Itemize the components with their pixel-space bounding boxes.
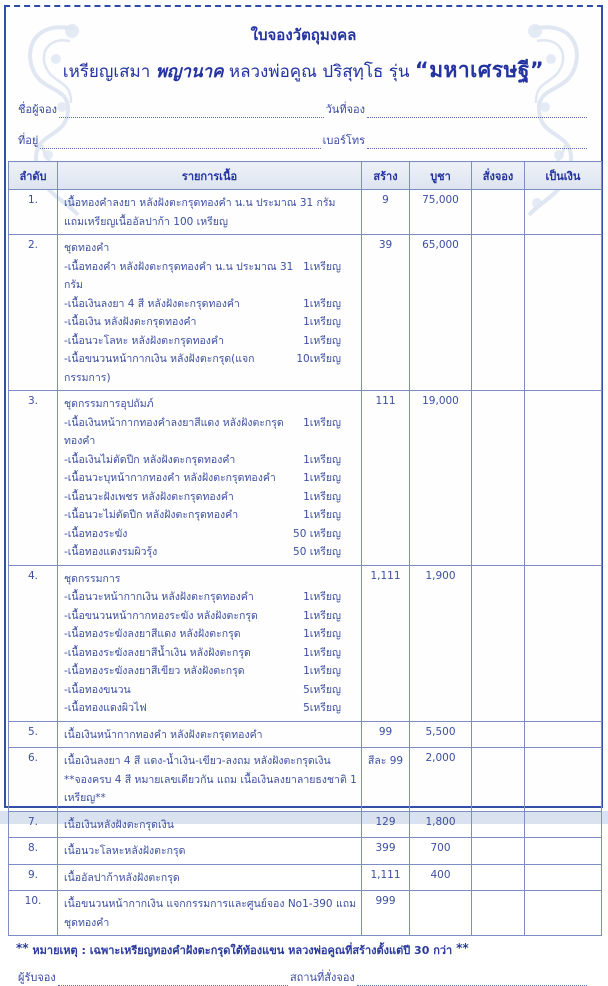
- receiver-label: ผู้รับจอง: [18, 971, 56, 984]
- quantity-text: 1เหรียญ: [303, 509, 341, 521]
- row-order-cell: [472, 864, 525, 891]
- row-amount-cell: [525, 235, 602, 391]
- description-line: [64, 332, 357, 351]
- description-line: [64, 842, 357, 861]
- description-line: [64, 395, 357, 414]
- description-line: [64, 570, 357, 589]
- form-title: ใบจองวัตถุมงคล: [250, 26, 357, 44]
- row-made-cell: 999: [362, 891, 410, 936]
- row-order-cell: [472, 748, 525, 812]
- order-table: [8, 161, 602, 936]
- description-line: [64, 414, 357, 451]
- address-label: ที่อยู่: [18, 134, 39, 147]
- row-amount-cell: [525, 864, 602, 891]
- description-text: ชุดกรรมการ: [64, 572, 121, 585]
- row-index-cell: 7.: [9, 811, 58, 838]
- description-line: [64, 662, 357, 681]
- row-index-cell: 2.: [9, 235, 58, 391]
- row-index-cell: 5.: [9, 721, 58, 748]
- order-table-body: [9, 190, 602, 936]
- row-made-cell: 99: [362, 721, 410, 748]
- description-text: **จองครบ 4 สี หมายเลขเดียวกัน แถม เนื้อเงินลงยาลายธงชาติ 1 เหรียญ**: [64, 773, 357, 804]
- description-line: [64, 525, 357, 544]
- table-row: [9, 748, 602, 812]
- row-description-cell: [58, 565, 362, 721]
- row-amount-cell: [525, 190, 602, 235]
- description-line: [64, 644, 357, 663]
- row-made-cell: 9: [362, 190, 410, 235]
- name-date-line: [6, 100, 601, 118]
- row-price-cell: 1,800: [410, 811, 472, 838]
- quantity-text: 1เหรียญ: [303, 472, 341, 484]
- description-text: เนื้อเงินหลังฝังตะกรุดเงิน: [64, 818, 174, 831]
- quantity-text: 1เหรียญ: [303, 297, 341, 310]
- description-text: เนื้อเงินลงยา 4 สี แดง-น้ำเงิน-เขียว-ลงถม หลังฝังตะกรุดเงิน: [64, 755, 331, 767]
- description-text: เนื้อขนวนหน้ากากเงิน แจกกรรมการและศูนย์จอง No1-390 แถมชุดทองคำ: [64, 898, 357, 929]
- description-line: [64, 699, 357, 718]
- table-row: [9, 190, 602, 235]
- row-order-cell: [472, 565, 525, 721]
- row-description-cell: [58, 391, 362, 566]
- row-amount-cell: [525, 891, 602, 936]
- description-text: เนื้ออัลปาก้าหลังฝังตะกรุด: [64, 871, 180, 884]
- table-row: [9, 838, 602, 865]
- name-field-line: [59, 106, 324, 118]
- form-subtitle: [6, 54, 601, 87]
- row-price-cell: 2,000: [410, 748, 472, 812]
- row-order-cell: [472, 235, 525, 391]
- row-price-cell: 5,500: [410, 721, 472, 748]
- row-amount-cell: [525, 748, 602, 812]
- row-made-cell: 399: [362, 838, 410, 865]
- description-line: [64, 258, 357, 295]
- phone-field-line: [367, 137, 587, 149]
- description-line: [64, 607, 357, 626]
- description-text: เนื้อนวะโลหะหลังฝังตะกรุด: [64, 845, 186, 857]
- quantity-text: 1เหรียญ: [303, 316, 341, 328]
- row-index-cell: 8.: [9, 838, 58, 865]
- row-description-cell: [58, 748, 362, 812]
- row-description-cell: [58, 235, 362, 391]
- description-line: [64, 625, 357, 644]
- quantity-text: 1เหรียญ: [303, 453, 341, 466]
- quantity-text: 50 เหรียญ: [293, 527, 341, 540]
- row-price-cell: 700: [410, 838, 472, 865]
- quantity-text: 1เหรียญ: [303, 334, 341, 347]
- footnote: [6, 936, 601, 959]
- description-text: -เนื้อเงินลงยา 4 สี หลังฝังตะกรุดทองคำ: [64, 297, 240, 310]
- col-header-amount: เป็นเงิน: [525, 162, 602, 190]
- description-text: -เนื้อนวะโลหะ หลังฝังตะกรุดทองคำ: [64, 334, 224, 347]
- row-description-cell: [58, 811, 362, 838]
- description-text: -เนื้อทองขนวน: [64, 683, 131, 696]
- row-amount-cell: [525, 811, 602, 838]
- col-header-item: รายการเนื้อ: [58, 162, 362, 190]
- description-text: -เนื้อเงินหน้ากากทองคำลงยาสีแดง หลังฝังตะกรุดทองคำ: [64, 416, 284, 447]
- description-line: [64, 213, 357, 232]
- description-text: -เนื้อนวะบุหน้ากากทองคำ หลังฝังตะกรุดทองคำ: [64, 472, 276, 484]
- table-row: [9, 235, 602, 391]
- phone-label: เบอร์โทร: [322, 134, 365, 147]
- subtitle-mid: หลวงพ่อคูณ ปริสุทฺโธ รุ่น: [223, 62, 415, 82]
- row-amount-cell: [525, 391, 602, 566]
- subtitle-prefix: เหรียญเสมา: [62, 62, 156, 82]
- quantity-text: 10เหรียญ: [296, 353, 341, 365]
- footnote-text: หมายเหตุ : เฉพาะเหรียญทองคำฝังตะกรุดใต้ท้องแขน หลวงพ่อคูณที่สร้างตั้งแต่ปี 30 กว่า: [32, 944, 453, 957]
- description-text: -เนื้อเงินไม่ตัดปีก หลังฝังตะกรุดทองคำ: [64, 453, 236, 466]
- description-text: เนื้อทองคำลงยา หลังฝังตะกรุดทองคำ น.น ประมาณ 31 กรัม: [64, 197, 336, 209]
- row-index-cell: 3.: [9, 391, 58, 566]
- row-price-cell: [410, 891, 472, 936]
- place-label: สถานที่สั่งจอง: [289, 971, 355, 984]
- table-header-row: [9, 162, 602, 190]
- col-header-price: บูชา: [410, 162, 472, 190]
- row-made-cell: 39: [362, 235, 410, 391]
- description-text: แถมเหรียญเนื้ออัลปาก้า 100 เหรียญ: [64, 215, 228, 228]
- row-description-cell: [58, 838, 362, 865]
- description-line: [64, 588, 357, 607]
- row-order-cell: [472, 891, 525, 936]
- col-header-made: สร้าง: [362, 162, 410, 190]
- row-price-cell: 19,000: [410, 391, 472, 566]
- date-field-line: [367, 106, 587, 118]
- description-text: -เนื้อเงิน หลังฝังตะกรุดทองคำ: [64, 316, 197, 328]
- quantity-text: 1เหรียญ: [303, 490, 341, 503]
- description-text: -เนื้อทองแดงผิวไฟ: [64, 702, 147, 714]
- quantity-text: 1เหรียญ: [303, 260, 341, 273]
- description-line: [64, 506, 357, 525]
- table-row: [9, 891, 602, 936]
- quantity-text: 1เหรียญ: [303, 646, 341, 659]
- row-order-cell: [472, 811, 525, 838]
- description-line: [64, 895, 357, 932]
- description-line: [64, 295, 357, 314]
- row-order-cell: [472, 838, 525, 865]
- description-line: [64, 350, 357, 387]
- row-made-cell: 129: [362, 811, 410, 838]
- receiver-field-line: [58, 974, 288, 986]
- row-description-cell: [58, 864, 362, 891]
- address-field-line: [40, 137, 320, 149]
- quantity-text: 1เหรียญ: [303, 416, 341, 429]
- row-price-cell: 65,000: [410, 235, 472, 391]
- quantity-text: 1เหรียญ: [303, 591, 341, 603]
- row-description-cell: [58, 721, 362, 748]
- date-label: วันที่จอง: [325, 103, 365, 116]
- description-text: -เนื้อทองคำ หลังฝังตะกรุดทองคำ น.น ประมาณ 31 กรัม: [64, 260, 294, 291]
- table-row: [9, 391, 602, 566]
- description-text: -เนื้อขนวนหน้ากากเงิน หลังฝังตะกรุด(แจกกรรมการ): [64, 353, 255, 384]
- description-line: [64, 313, 357, 332]
- description-line: [64, 488, 357, 507]
- order-form: [4, 5, 603, 984]
- description-text: -เนื้อทองระฆัง: [64, 527, 128, 540]
- description-line: [64, 194, 357, 213]
- row-price-cell: 400: [410, 864, 472, 891]
- quantity-text: 1เหรียญ: [303, 628, 341, 640]
- row-index-cell: 1.: [9, 190, 58, 235]
- place-field-line: [357, 974, 587, 986]
- quantity-text: 50 เหรียญ: [293, 546, 341, 558]
- table-row: [9, 811, 602, 838]
- receiver-line: [6, 968, 601, 986]
- description-text: -เนื้อทองแดงรมผิวรุ้ง: [64, 546, 158, 558]
- row-price-cell: 1,900: [410, 565, 472, 721]
- description-line: [64, 726, 357, 745]
- row-made-cell: สีละ 99: [362, 748, 410, 812]
- description-text: -เนื้อทองระฆังลงยาสีน้ำเงิน หลังฝังตะกรุด: [64, 646, 251, 659]
- row-index-cell: 6.: [9, 748, 58, 812]
- row-order-cell: [472, 391, 525, 566]
- row-amount-cell: [525, 838, 602, 865]
- address-phone-line: [6, 131, 601, 149]
- description-line: [64, 816, 357, 835]
- row-index-cell: 9.: [9, 864, 58, 891]
- row-made-cell: 1,111: [362, 864, 410, 891]
- footnote-stars-right: **: [456, 941, 469, 955]
- description-text: -เนื้อนวะหน้ากากเงิน หลังฝังตะกรุดทองคำ: [64, 591, 254, 603]
- description-text: -เนื้อขนวนหน้ากากทองระฆัง หลังฝังตะกรุด: [64, 609, 258, 622]
- row-made-cell: 111: [362, 391, 410, 566]
- subtitle-naga: พญานาค: [155, 62, 224, 82]
- description-text: -เนื้อนวะฝังเพชร หลังฝังตะกรุดทองคำ: [64, 490, 234, 503]
- description-text: ชุดกรรมการอุปถัมภ์: [64, 398, 154, 410]
- row-description-cell: [58, 891, 362, 936]
- col-header-order: สั่งจอง: [472, 162, 525, 190]
- row-made-cell: 1,111: [362, 565, 410, 721]
- description-line: [64, 543, 357, 562]
- quantity-text: 5เหรียญ: [303, 702, 341, 714]
- description-line: [64, 771, 357, 808]
- quantity-text: 5เหรียญ: [303, 683, 341, 696]
- description-line: [64, 239, 357, 258]
- quantity-text: 1เหรียญ: [303, 609, 341, 622]
- description-text: ชุดทองคำ: [64, 242, 110, 254]
- row-description-cell: [58, 190, 362, 235]
- row-amount-cell: [525, 721, 602, 748]
- name-label: ชื่อผู้จอง: [18, 103, 57, 116]
- description-line: [64, 752, 357, 771]
- row-order-cell: [472, 190, 525, 235]
- table-row: [9, 864, 602, 891]
- description-line: [64, 451, 357, 470]
- quantity-text: 1เหรียญ: [303, 665, 341, 677]
- subtitle-edition: “มหาเศรษฐี”: [414, 58, 545, 82]
- description-line: [64, 869, 357, 888]
- description-text: เนื้อเงินหน้ากากทองคำ หลังฝังตะกรุดทองคำ: [64, 728, 263, 741]
- table-row: [9, 721, 602, 748]
- description-text: -เนื้อทองระฆังลงยาสีเขียว หลังฝังตะกรุด: [64, 665, 245, 677]
- col-header-index: ลำดับ: [9, 162, 58, 190]
- description-line: [64, 469, 357, 488]
- row-index-cell: 10.: [9, 891, 58, 936]
- row-index-cell: 4.: [9, 565, 58, 721]
- footnote-stars-left: **: [16, 941, 29, 955]
- row-amount-cell: [525, 565, 602, 721]
- description-text: -เนื้อนวะไม่ตัดปีก หลังฝังตะกรุดทองคำ: [64, 509, 239, 521]
- row-order-cell: [472, 721, 525, 748]
- description-line: [64, 681, 357, 700]
- table-row: [9, 565, 602, 721]
- row-price-cell: 75,000: [410, 190, 472, 235]
- description-text: -เนื้อทองระฆังลงยาสีแดง หลังฝังตะกรุด: [64, 628, 241, 640]
